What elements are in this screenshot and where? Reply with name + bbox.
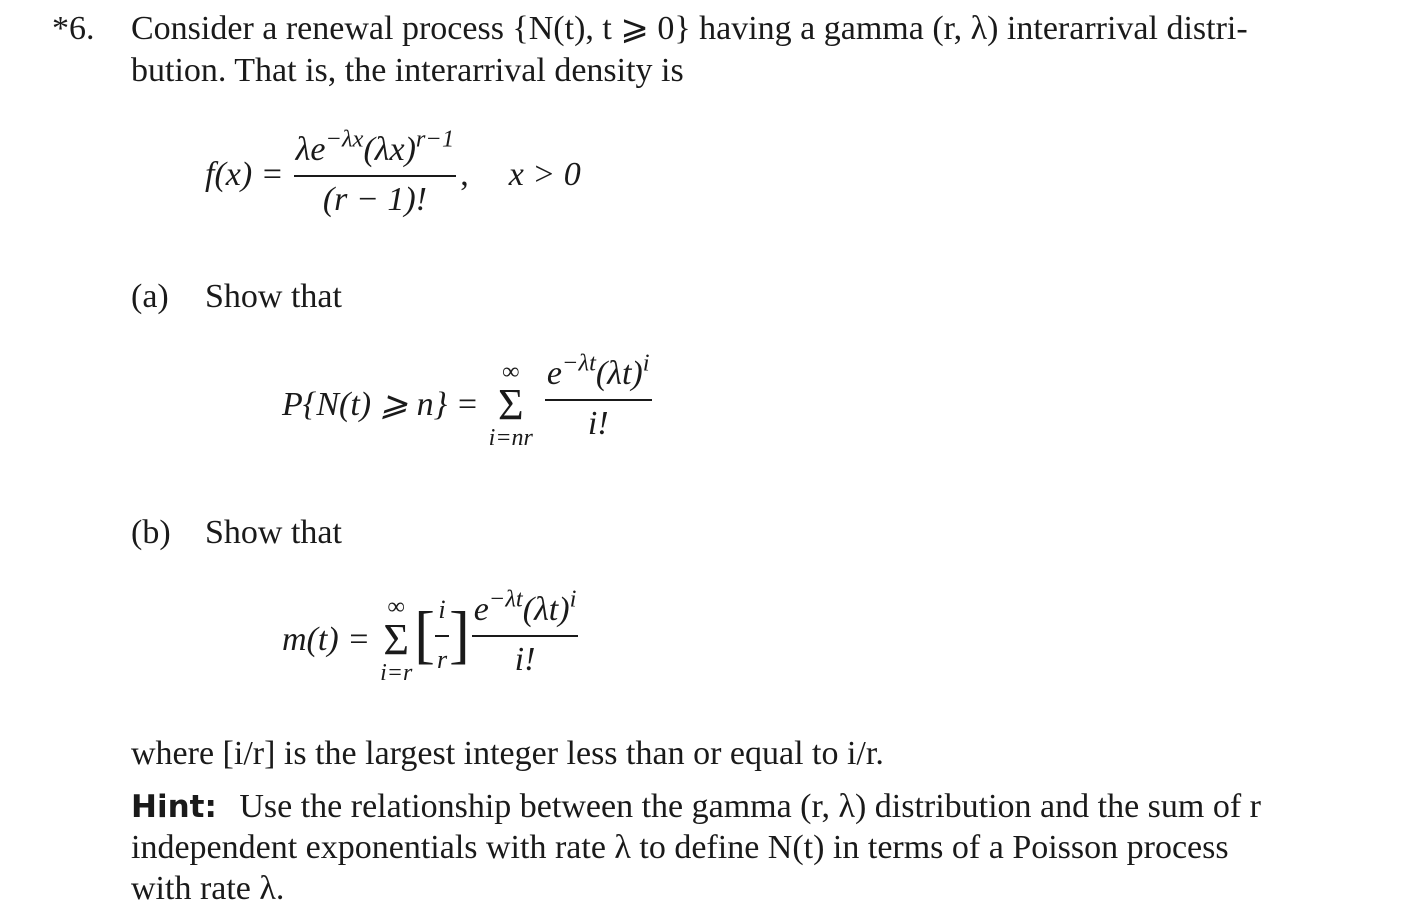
part-b-sum (380, 594, 412, 686)
part-b-sum-symbol: Σ (383, 615, 409, 664)
part-b-floor (414, 589, 469, 681)
part-a-num-exp: −λt (561, 349, 596, 377)
part-b-lhs: m(t) = (282, 621, 371, 658)
density-num: λe (295, 131, 326, 169)
part-b-formula (282, 585, 578, 695)
part-a-fraction (545, 349, 652, 445)
part-b-sum-lower: i=r (380, 660, 413, 686)
part-a-sum-symbol: Σ (497, 380, 524, 429)
part-a-den: i! (587, 404, 609, 442)
density-comma: , (460, 156, 469, 193)
floor-left-bracket: [ (414, 599, 435, 671)
hint-line1: Use the relationship between the gamma (r, λ) distribution and the sum of r (239, 788, 1262, 825)
part-b-den: i! (514, 640, 536, 678)
density-condition: x > 0 (508, 156, 581, 193)
part-b-floor-num: i (438, 595, 446, 625)
density-num-rest-exp: r−1 (415, 125, 455, 153)
part-b-fraction (472, 585, 579, 681)
part-a-num-base: e (546, 355, 562, 393)
part-b-num-base: e (473, 591, 489, 629)
hint-line2: independent exponentials with rate λ to define N(t) in terms of a Poisson process (131, 829, 1229, 866)
part-a-text: Show that (205, 278, 342, 315)
part-a-lhs: P{N(t) ⩾ n} = (282, 386, 479, 423)
density-formula (205, 125, 581, 220)
part-a-sum-lower: i=nr (488, 425, 533, 451)
part-a-num-rest: (λt) (595, 355, 643, 393)
density-lhs: f(x) = (205, 156, 284, 193)
part-a-sum-upper: ∞ (502, 359, 520, 385)
density-num-exp: −λx (325, 125, 364, 153)
part-b-num-rest-exp: i (569, 585, 577, 613)
part-b-text: Show that (205, 514, 342, 551)
part-b-label: (b) (131, 514, 171, 551)
floor-right-bracket: ] (449, 599, 470, 671)
problem-intro-line2: bution. That is, the interarrival density is (131, 52, 684, 89)
part-a-sum (489, 359, 533, 451)
where-text: where [i/r] is the largest integer less than or equal to i/r. (131, 735, 884, 772)
problem-number: *6. (52, 10, 95, 47)
part-b-num-exp: −λt (488, 585, 523, 613)
part-b-num-rest: (λt) (522, 591, 570, 629)
hint-line3: with rate λ. (131, 870, 285, 907)
part-a-formula (282, 350, 652, 460)
part-b-floor-fraction (435, 589, 449, 681)
problem-intro-line1: Consider a renewal process {N(t), t ⩾ 0} having a gamma (r, λ) interarrival distri- (131, 10, 1248, 47)
density-fraction (294, 125, 457, 221)
hint-line1-container (131, 786, 1261, 828)
part-a-label: (a) (131, 278, 169, 315)
density-den: (r − 1)! (322, 180, 427, 218)
part-a-num-rest-exp: i (642, 349, 650, 377)
part-b-floor-den: r (436, 644, 448, 674)
density-num-rest: (λx) (363, 131, 416, 169)
part-b-sum-upper: ∞ (387, 594, 405, 620)
hint-label: Hint: (131, 789, 217, 825)
